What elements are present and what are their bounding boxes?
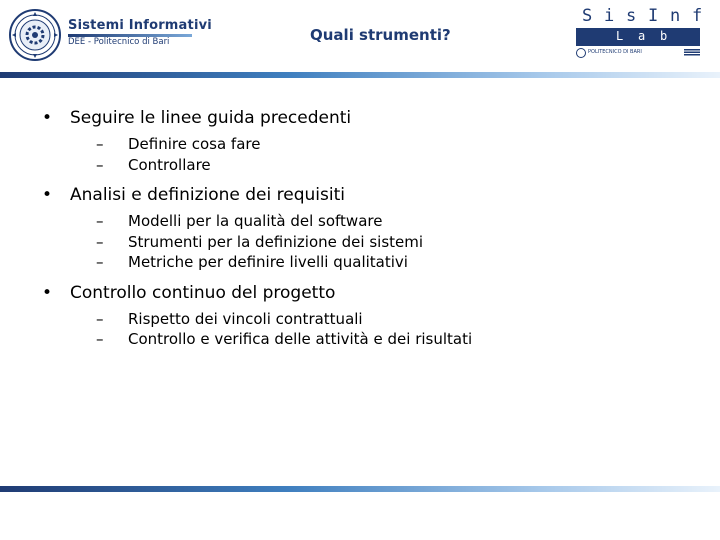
bullet-item — [42, 183, 472, 273]
dee-logo-icon — [684, 48, 700, 56]
sub-item: – Controllare — [96, 155, 211, 174]
sub-item: – Strumenti per la definizione dei sistemi — [96, 232, 424, 251]
poliba-small-seal-icon — [576, 48, 586, 58]
footer-divider-gradient — [0, 486, 720, 492]
sub-list — [70, 211, 472, 273]
sub-item: – Rispetto dei vincoli contrattuali — [96, 309, 363, 328]
sisinf-letter: f — [692, 6, 703, 26]
sisinf-logo-letters — [580, 6, 706, 28]
bullet-item — [42, 281, 472, 350]
sub-item-text: Controllare — [128, 155, 211, 174]
lab-letter: a — [638, 29, 646, 43]
bullet-text: Controllo continuo del progetto — [70, 282, 336, 303]
sub-item: – Metriche per definire livelli qualitativi — [96, 253, 408, 271]
sub-item: – Modelli per la qualità del software — [96, 212, 383, 230]
sisinf-letter: I — [648, 6, 659, 26]
lab-letter: b — [660, 29, 668, 43]
sub-item-text: Metriche per definire livelli qualitativi — [128, 253, 408, 271]
bullet-text: Analisi e definizione dei requisiti — [70, 185, 345, 205]
lab-letter: L — [616, 29, 624, 43]
brand-subtitle: DEE - Politecnico di Bari — [68, 37, 170, 47]
sisinf-letter: s — [626, 6, 637, 26]
bullet-dot: • — [42, 185, 53, 205]
sub-item-text: Modelli per la qualità del software — [128, 212, 383, 230]
slide-title: Quali strumenti? — [310, 26, 451, 44]
sub-item-text: Controllo e verifica delle attività e dei risultati — [128, 330, 473, 348]
sub-list — [70, 309, 472, 350]
bullet-list — [42, 106, 472, 358]
sisinf-letter: S — [582, 6, 593, 26]
university-seal-logo — [8, 8, 62, 62]
lab-logo-bar — [576, 28, 700, 46]
sub-item-text: Strumenti per la definizione dei sistemi — [128, 232, 424, 251]
sub-item: – Definire cosa fare — [96, 135, 261, 153]
bullet-text: Seguire le linee guida precedenti — [70, 108, 352, 128]
sub-item-text: Definire cosa fare — [128, 135, 261, 153]
header-divider-gradient — [0, 72, 720, 78]
sisinf-letter: n — [670, 6, 681, 26]
sub-list — [70, 134, 472, 175]
sub-item-text: Rispetto dei vincoli contrattuali — [128, 309, 363, 328]
brand-title: Sistemi Informativi — [68, 18, 212, 33]
bullet-item — [42, 106, 472, 175]
bullet-dot: • — [42, 108, 53, 128]
poliba-small-text: POLITECNICO DI BARI — [588, 49, 642, 55]
sub-item: – Controllo e verifica delle attività e dei risultati — [96, 330, 473, 348]
sisinf-letter: i — [604, 6, 615, 26]
bullet-dot: • — [42, 282, 53, 303]
